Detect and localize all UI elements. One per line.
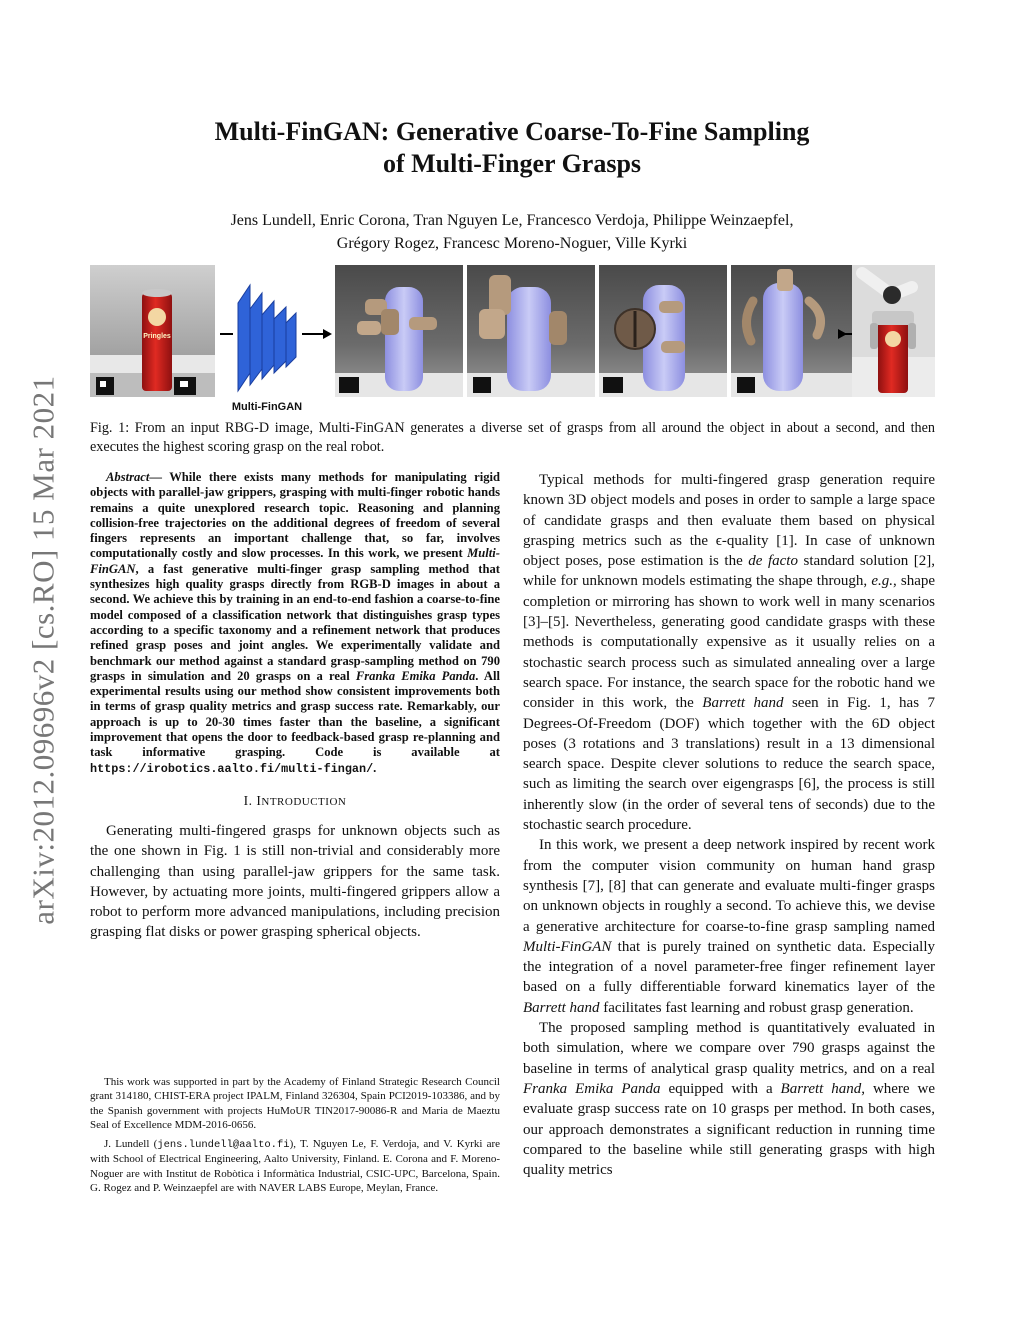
arxiv-stamp (24, 355, 64, 945)
right-paragraph-2 (523, 835, 935, 1018)
p3-em-franka: Franka Emika Panda (523, 1080, 661, 1097)
p2-em-barrett: Barrett hand (523, 999, 600, 1016)
grasp-sample-1 (335, 265, 463, 397)
figure-1-illustration (90, 265, 935, 415)
p1-em-de-facto: de facto (748, 553, 798, 570)
section-title-cap: I (256, 792, 262, 808)
affiliation-footnote (90, 1137, 500, 1195)
section-numeral: I. (243, 792, 257, 808)
section-heading-introduction (90, 793, 500, 809)
real-robot-execution (852, 265, 935, 397)
arrow-network-to-grasps (302, 329, 332, 339)
section-title-rest: NTRODUCTION (261, 795, 347, 808)
p1-em-eg: e.g. (871, 573, 893, 590)
grasp-sample-2 (467, 265, 595, 397)
p2-em-method: Multi-FinGAN (523, 938, 612, 955)
p3-text-b: equipped with a (660, 1080, 781, 1097)
authors-line-2: Grégory Rogez, Francesc Moreno-Noguer, Ville Kyrki (336, 235, 688, 252)
abstract-dash: — (149, 470, 170, 484)
p1-text-d: seen in Fig. 1, has 7 Degrees-Of-Freedom (DOF) which together with the 6D object poses (3 rotations and 3 translations) result in a 13 dimensional search space. Despite clever solutions to reduce the search space, such as limiting the search over eigengrasps [6], the process is still inherently slow (in the order of several tens of seconds) due to the stochastic search procedure. (523, 695, 935, 834)
input-rgbd-image (90, 265, 215, 397)
footnotes (90, 1075, 500, 1200)
intro-paragraph-1: Generating multi-fingered grasps for unknown objects such as the one shown in Fig. 1 is still non-trivial and considerably more challenging than using parallel-jaw grippers for the same task. However, by actuating more joints, multi-fingered grippers allow a robot to perform more advanced manipulations, including precision grasping flat disks or power grasping spherical objects. (90, 822, 500, 941)
funding-footnote: This work was supported in part by the Academy of Finland Strategic Research Council grant 314180, CHIST-ERA project IPALM, Finland 326304, Spain PCI2019-103386, and by the Spanish government with projects HuMoUR TIN2017-90086-R and Maria de Maeztu Seal of Excellence MDM-2016-0656. (90, 1076, 500, 1131)
p1-text-b: standard solution [2], while for unknown models estimating the shape through, (523, 553, 935, 590)
abstract (90, 470, 500, 777)
left-column (90, 470, 500, 943)
multi-fingan-label: Multi-FinGAN (231, 401, 303, 413)
abstract-label: Abstract (106, 470, 150, 484)
abstract-method-name: Multi-FinGAN (90, 546, 500, 576)
contact-email-link[interactable]: jens.lundell@aalto.fi (157, 1139, 290, 1152)
abstract-text-2: , a fast generative multi-finger grasp sampling method that synthesizes high quality grasps directly from RGB-D images in about a second. We achieve this by training in an end-to-end fashion a coarse-to-fine model composed of a classification network that distinguishes grasp types according to a specific taxonomy and a refinement network that produces refined grasp poses and joint angles. We experimentally validate and benchmark our method against a standard grasp-sampling method on 790 grasps in simulation and 20 grasps on a real (90, 561, 500, 683)
right-column (523, 470, 935, 1180)
abstract-robot-name: Franka Emika Panda (355, 668, 476, 683)
p1-em-barrett: Barrett hand (702, 695, 784, 712)
right-paragraph-1 (523, 470, 935, 835)
title-line-2: of Multi-Finger Grasps (382, 149, 642, 178)
p3-text-a: The proposed sampling method is quantitatively evaluated in both simulation, where we compare over 790 grasps against the baseline in terms of analytical grasp quality metrics, and on a real (523, 1020, 935, 1077)
paper-title (150, 116, 874, 180)
p2-text-a: In this work, we present a deep network inspired by recent work from the computer vision community on human hand grasp synthesis [7], [8] that can generate and evaluate multi-finger grasps on unknown objects in roughly a second. To achieve this, we devise a generative architecture for coarse-to-fine grasp sampling named (523, 837, 935, 935)
p3-em-barrett: Barrett hand (780, 1080, 862, 1097)
right-paragraph-3 (523, 1018, 935, 1180)
pringles-logo-text: Pringles (143, 333, 171, 340)
figure-1-caption: Fig. 1: From an input RBG-D image, Multi-FinGAN generates a diverse set of grasps from all around the object in about a second, and then executes the highest scoring grasp on the real robot. (90, 420, 935, 455)
network-diagram (232, 285, 302, 413)
abstract-end: . (373, 760, 377, 775)
abstract-text-3: . All experimental results using our method show consistent improvements both in terms of grasp quality metrics and grasp success rate. Remarkably, our approach is up to 20-30 times faster than the baseline, a significant improvement that opens the door to feedback-based grasp re-planning and task informative grasping. Code is available at (90, 668, 500, 760)
p1-text-c: , shape completion or mirroring has shown to work well in many scenarios [3]–[5]. Nevertheless, generating good candidate grasps with these methods is computationally expensive as it usually relies on a stochastic search process such as simulated annealing over a large search space. For instance, the search space for the robotic hand we consider in this work, the (523, 573, 936, 712)
p2-text-c: facilitates fast learning and robust grasp generation. (599, 999, 914, 1016)
abstract-text-1: While there exists many methods for manipulating rigid objects with parallel-jaw grippers, grasping with multi-finger robotic hands remains a quite unexplored research topic. Reasoning and planning collision-free trajectories on the additional degrees of freedom of several fingers represents an important challenge that, so far, involves computationally costly and slow processes. In this work, we present (90, 470, 500, 561)
affiliation-text-b: ), T. Nguyen Le, F. Verdoja, and V. Kyrki are with School of Electrical Engineering, Aalto University, Finland. E. Corona and F. Moreno-Noguer are with Institut de Robòtica i Informàtica Industrial, CSIC-UPC, Barcelona, Spain. G. Rogez and P. Weinzaepfel are with NAVER LABS Europe, Meylan, France. (90, 1138, 500, 1195)
figure-1 (90, 265, 935, 415)
title-line-1: Multi-FinGAN: Generative Coarse-To-Fine Sampling (214, 117, 810, 146)
p1-text-a: Typical methods for multi-fingered grasp generation require known 3D object models and poses in order to sample a large space of candidate grasps and then evaluate them based on physical grasping metrics such as the ϵ-quality [1]. In case of unknown object poses, pose estimation is the (523, 472, 935, 570)
p3-text-c: , where we evaluate grasp success rate on 10 grasps per method. In both cases, our approach demonstrates a significant reduction in running time compared to the baseline while still generating grasps with high quality metrics (523, 1080, 936, 1179)
code-url-link[interactable]: https://irobotics.aalto.fi/multi-fingan/ (90, 761, 374, 776)
affiliation-text-a: J. Lundell ( (104, 1138, 158, 1151)
authors-line-1: Jens Lundell, Enric Corona, Tran Nguyen Le, Francesco Verdoja, Philippe Weinzaepfel, (230, 212, 794, 229)
grasp-sample-3 (599, 265, 727, 397)
p2-text-b: that is purely trained on synthetic data. Especially the integration of a novel parameter-free finger refinement layer based on a fully differentiable forward kinematics layer of the (523, 938, 935, 996)
author-list (150, 209, 874, 255)
arxiv-identifier: arXiv:2012.09696v2 [cs.RO] 15 Mar 2021 (26, 375, 62, 925)
